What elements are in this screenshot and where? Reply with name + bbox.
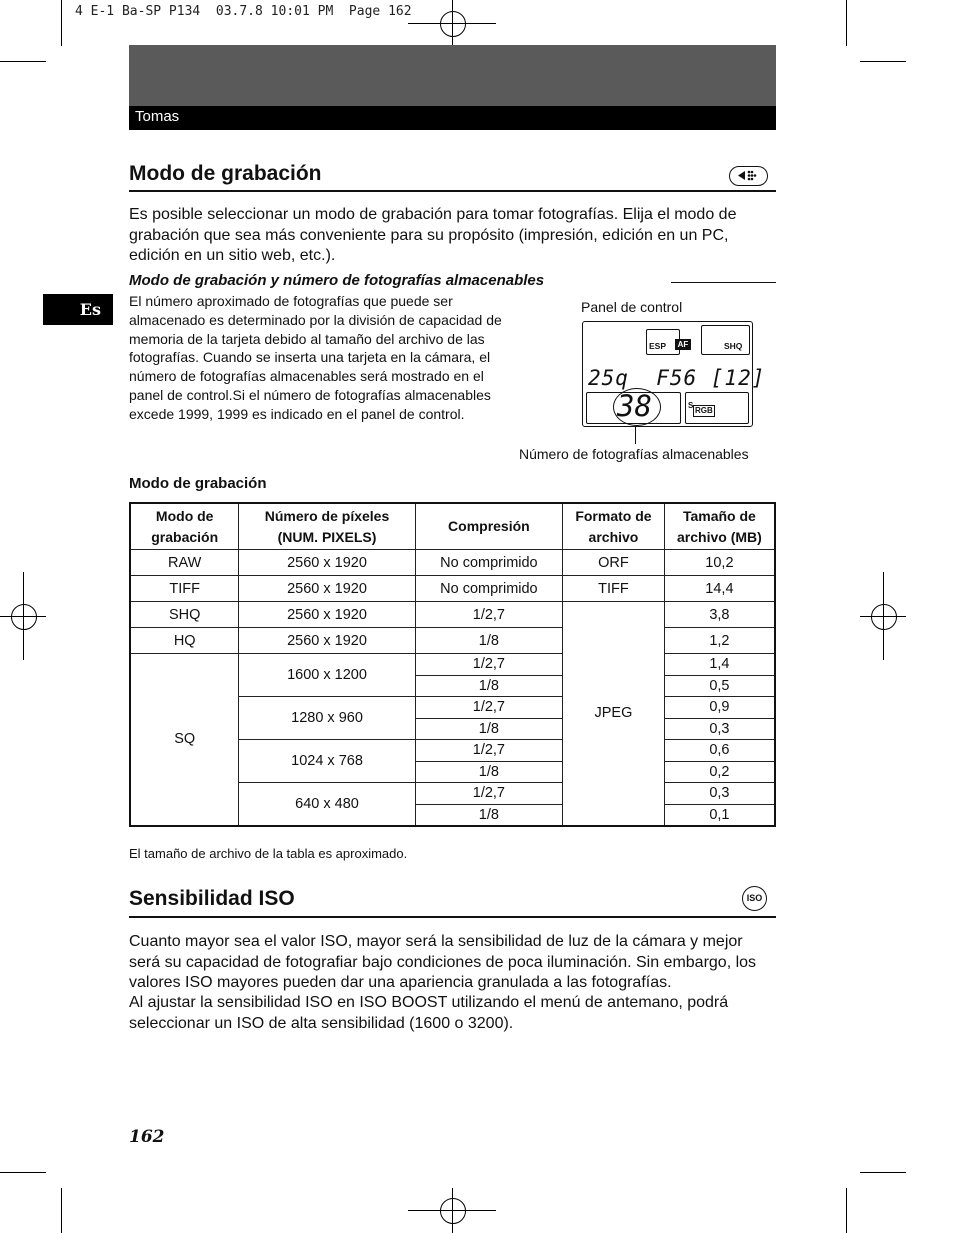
mode-cell: HQ (130, 628, 239, 654)
compression-cell: 1/2,7 (415, 783, 562, 805)
header-cell: Formato de archivo (563, 503, 665, 550)
size-cell: 0,3 (664, 718, 775, 740)
panel-af: AF (675, 339, 691, 350)
panel-color-box (685, 392, 749, 424)
iso-title: Sensibilidad ISO (129, 887, 295, 910)
mode-cell: TIFF (130, 576, 239, 602)
compression-cell: 1/8 (415, 718, 562, 740)
size-cell: 0,5 (664, 675, 775, 697)
table-row (130, 654, 775, 676)
size-cell: 1,4 (664, 654, 775, 676)
size-cell: 0,3 (664, 783, 775, 805)
size-cell: 3,8 (664, 602, 775, 628)
table-note: El tamaño de archivo de la tabla es aproximado. (129, 846, 408, 861)
header-cell: Modo de grabación (130, 503, 239, 550)
compression-cell: No comprimido (415, 550, 562, 576)
mode-cell: RAW (130, 550, 239, 576)
iso-paragraph-1: Cuanto mayor sea el valor ISO, mayor será la sensibilidad de luz de la cámara y mejor será su capacidad de fotografiar bajo condiciones de poca iluminación. Sin embargo, los valores ISO mayores pueden dar una apariencia granulada a las fotografías. (129, 933, 757, 991)
compression-cell: 1/2,7 (415, 697, 562, 719)
compression-cell: 1/8 (415, 804, 562, 826)
caption-leader-line (635, 426, 636, 444)
crop-mark (61, 0, 62, 46)
title-rule (129, 916, 776, 918)
size-cell: 0,1 (664, 804, 775, 826)
pixels-cell: 1600 x 1200 (239, 654, 415, 697)
page-number: 162 (129, 1127, 165, 1147)
compression-cell: 1/8 (415, 761, 562, 783)
storable-photos-body: El número aproximado de fotografías que puede ser almacenado es determinado por la división de capacidad de memoria de la tarjeta debido al tamaño del archivo de las fotografías. Cuando se inserta una tarjeta en la cámara, el número de fotografías almacenables será mostrado en el panel de control.Si el número de fotografías almacenables excede 1999, 1999 es indicado en el panel de control. (129, 293, 502, 422)
header-cell: Número de píxeles (NUM. PIXELS) (239, 503, 415, 550)
header-cell: Compresión (415, 503, 562, 550)
control-panel-illustration (582, 321, 766, 427)
panel-count: 38 (617, 389, 652, 423)
compression-cell: 1/2,7 (415, 740, 562, 762)
table-row (130, 576, 775, 602)
crop-mark (61, 1188, 62, 1233)
crop-mark (860, 1172, 906, 1173)
section-bar: Tomas (129, 106, 776, 130)
table-header-row (130, 503, 775, 550)
format-cell-jpeg: JPEG (563, 602, 665, 826)
pixels-cell: 1280 x 960 (239, 697, 415, 740)
title-rule (129, 190, 776, 192)
iso-icon: ISO (742, 886, 767, 911)
panel-shq: SHQ (724, 341, 743, 351)
mode-cell-sq: SQ (130, 654, 239, 826)
mode-cell: SHQ (130, 602, 239, 628)
compression-cell: 1/8 (415, 628, 562, 654)
table-row (130, 628, 775, 654)
quality-mode-icon (729, 166, 768, 186)
panel-lcd-main: 25q F56 [12] (588, 366, 766, 390)
crop-mark (860, 61, 906, 62)
panel-esp: ESP (649, 341, 667, 351)
recording-mode-intro: Es posible seleccionar un modo de grabación para tomar fotografías. Elija el modo de grabación que sea más conveniente para su propósito (impresión, edición en un PC, edición en un sitio web, etc.). (129, 206, 737, 264)
format-cell: TIFF (563, 576, 665, 602)
crop-mark (0, 61, 46, 62)
panel-s: S (688, 401, 694, 410)
header-band (129, 45, 776, 106)
recording-mode-table (129, 502, 776, 827)
compression-cell: No comprimido (415, 576, 562, 602)
pixels-cell: 2560 x 1920 (239, 628, 415, 654)
control-panel-label: Panel de control (581, 299, 683, 315)
compression-cell: 1/8 (415, 675, 562, 697)
table-row (130, 550, 775, 576)
size-cell: 0,2 (664, 761, 775, 783)
crop-mark (846, 0, 847, 46)
pixels-cell: 2560 x 1920 (239, 550, 415, 576)
size-cell: 14,4 (664, 576, 775, 602)
panel-quality-box (701, 325, 750, 355)
table-title: Modo de grabación (129, 475, 267, 492)
pixels-cell: 2560 x 1920 (239, 576, 415, 602)
size-cell: 1,2 (664, 628, 775, 654)
format-cell: ORF (563, 550, 665, 576)
crop-mark (846, 1188, 847, 1233)
size-cell: 10,2 (664, 550, 775, 576)
control-panel-caption: Número de fotografías almacenables (519, 446, 749, 462)
size-cell: 0,6 (664, 740, 775, 762)
crop-mark (0, 1172, 46, 1173)
recording-mode-title: Modo de grabación (129, 162, 322, 185)
storable-photos-subheading: Modo de grabación y número de fotografías almacenables (129, 272, 545, 289)
panel-rgb: RGB (695, 406, 713, 415)
subheading-rule (671, 282, 776, 283)
iso-paragraph-2: Al ajustar la sensibilidad ISO en ISO BOOST utilizando el menú de antemano, podrá seleccionar un ISO de alta sensibilidad (1600 o 3200). (129, 994, 729, 1032)
size-cell: 0,9 (664, 697, 775, 719)
pixels-cell: 1024 x 768 (239, 740, 415, 783)
header-cell: Tamaño de archivo (MB) (664, 503, 775, 550)
pixels-cell: 2560 x 1920 (239, 602, 415, 628)
language-tab: Es (43, 294, 113, 325)
pixels-cell: 640 x 480 (239, 783, 415, 826)
compression-cell: 1/2,7 (415, 602, 562, 628)
print-header: 4 E-1 Ba-SP P134 03.7.8 10:01 PM Page 162 (75, 4, 412, 19)
table-row (130, 602, 775, 628)
compression-cell: 1/2,7 (415, 654, 562, 676)
